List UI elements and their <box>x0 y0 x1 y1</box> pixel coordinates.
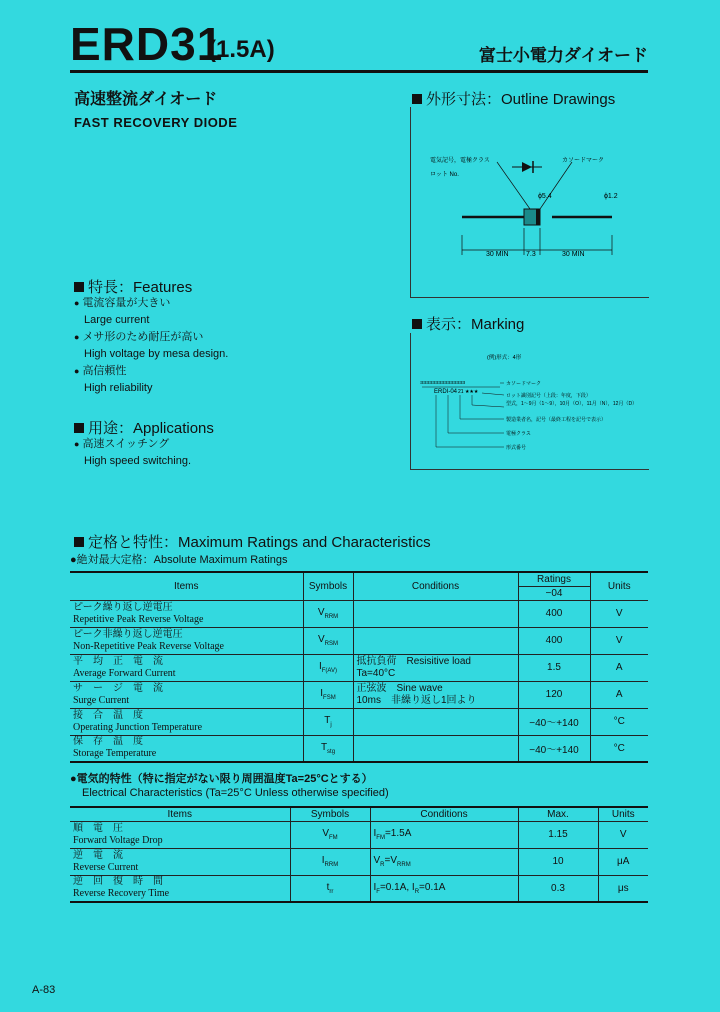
col-items: Items <box>70 572 303 600</box>
item-name: 平 均 正 電 流 Average Forward Current <box>70 654 303 681</box>
square-bullet-icon <box>74 282 84 292</box>
lead-note-2: ロット No. <box>430 172 459 178</box>
table-row <box>70 627 648 654</box>
marking-code-top: ƎƎƎƎƎƎƎƎƎƎƎƎƎƎƎ <box>420 380 466 385</box>
application-item-jp: ● 高速スイッチング <box>74 438 170 450</box>
item-name: 順 電 圧 Forward Voltage Drop <box>70 821 290 848</box>
square-bullet-icon <box>74 423 84 433</box>
item-value: 10 <box>518 848 598 875</box>
marking-note-3: 型式，1～9月（1～9），10月（O），11月（N），12月（D） <box>506 401 638 407</box>
title-rule <box>70 70 648 73</box>
feature-item-en: High reliability <box>84 382 153 394</box>
series-name: 富士小電力ダイオード <box>478 46 648 65</box>
col-ratings: Ratings <box>518 572 590 586</box>
item-value: 0.3 <box>518 875 598 902</box>
table-row <box>70 708 648 735</box>
item-value: 1.5 <box>518 654 590 681</box>
col-conditions: Conditions <box>353 572 518 600</box>
bullet-icon: ● <box>74 439 80 449</box>
item-condition: $V_R=V_{RRM}$ <box>370 848 518 875</box>
col-conditions: Conditions <box>370 807 518 821</box>
col-max: Max. <box>518 807 598 821</box>
part-number: ERD31 <box>70 18 224 70</box>
marking-code-main: ERDI-04 <box>434 389 458 395</box>
item-condition: $I_F=0.1A$, $I_R=0.1A$ <box>370 875 518 902</box>
marking-top-note: (例)形式：4形 <box>487 355 522 361</box>
bullet-icon: ● <box>74 366 80 376</box>
outline-heading: 外形寸法：Outline Drawings <box>412 88 615 109</box>
bullet-icon: ● <box>74 332 80 342</box>
page-number: A-83 <box>32 984 56 996</box>
item-name: 保 存 温 度 Storage Temperature <box>70 735 303 762</box>
features-list <box>74 295 228 397</box>
cathode-mark-label: カソードマーク <box>562 158 605 164</box>
marking-diagram <box>412 345 646 465</box>
item-symbol: $T_j$ <box>303 708 353 735</box>
current-rating: (1.5A) <box>208 36 275 63</box>
applications-heading: 用途：Applications <box>74 417 214 438</box>
electrical-heading-jp: ●電気的特性（特に指定がない限り周囲温度Ta=25°Cとする） <box>70 773 373 785</box>
table-row <box>70 848 648 875</box>
feature-item-jp: ● 電流容量が大きい <box>74 297 171 309</box>
col-items: Items <box>70 807 290 821</box>
item-unit: μA <box>598 848 648 875</box>
item-symbol: $I_{F(AV)}$ <box>303 654 353 681</box>
item-name: 接 合 温 度 Operating Junction Temperature <box>70 708 303 735</box>
item-value: 120 <box>518 681 590 708</box>
item-name: ピーク非繰り返し逆電圧 Non-Repetitive Peak Reverse Voltage <box>70 627 303 654</box>
product-title-jp: 高速整流ダイオード <box>74 91 218 108</box>
item-symbol: $V_{RSM}$ <box>303 627 353 654</box>
dim-mid: 7.3 <box>526 251 536 258</box>
item-value: −40～+140 <box>518 735 590 762</box>
table-row <box>70 681 648 708</box>
item-condition <box>353 627 518 654</box>
applications-list <box>74 436 191 470</box>
item-value: −40～+140 <box>518 708 590 735</box>
ratings-heading: 定格と特性：Maximum Ratings and Characteristics <box>74 531 431 552</box>
marking-note-2: ロット識別記号（上段：年度，下段） <box>506 393 591 399</box>
square-bullet-icon <box>412 319 422 329</box>
dim-left: 30 MIN <box>486 251 509 258</box>
col-ratings-sub: −04 <box>518 586 590 600</box>
item-unit: V <box>590 600 648 627</box>
abs-max-heading: ●絶対最大定格：Absolute Maximum Ratings <box>70 554 288 566</box>
table-row <box>70 600 648 627</box>
body-diameter: ϕ5.4 <box>538 193 552 200</box>
outline-drawing <box>412 110 646 290</box>
item-symbol: $t_{rr}$ <box>290 875 370 902</box>
feature-item-en: Large current <box>84 314 150 326</box>
item-unit: °C <box>590 708 648 735</box>
abs-max-table <box>70 571 648 763</box>
product-title-en: FAST RECOVERY DIODE <box>74 115 238 130</box>
item-unit: μs <box>598 875 648 902</box>
table-row <box>70 875 648 902</box>
table-row <box>70 735 648 762</box>
dim-right: 30 MIN <box>562 251 585 258</box>
item-name: サ ー ジ 電 流 Surge Current <box>70 681 303 708</box>
item-condition: 正弦波 Sine wave 10ms 非繰り返し1回より <box>353 681 518 708</box>
item-condition <box>353 708 518 735</box>
electrical-heading-en: Electrical Characteristics (Ta=25°C Unless otherwise specified) <box>82 787 389 799</box>
table-row <box>70 654 648 681</box>
marking-note-5: 電極クラス <box>506 431 531 437</box>
item-unit: A <box>590 681 648 708</box>
feature-item-jp: ● メサ形のため耐圧が高い <box>74 331 204 343</box>
item-value: 400 <box>518 600 590 627</box>
item-name: 逆 回 復 時 間 Reverse Recovery Time <box>70 875 290 902</box>
marking-heading: 表示：Marking <box>412 313 524 334</box>
item-symbol: $V_{FM}$ <box>290 821 370 848</box>
col-units: Units <box>598 807 648 821</box>
lead-diameter: ϕ1.2 <box>604 193 618 200</box>
item-condition: 抵抗負荷 Resisitive load Ta=40°C <box>353 654 518 681</box>
item-unit: V <box>598 821 648 848</box>
marking-note-6: 形式番号 <box>506 445 527 451</box>
col-symbols: Symbols <box>290 807 370 821</box>
cathode-band <box>536 209 540 225</box>
application-item-en: High speed switching. <box>84 455 192 467</box>
item-value: 1.15 <box>518 821 598 848</box>
feature-item-jp: ● 高信頼性 <box>74 365 127 377</box>
item-unit: V <box>590 627 648 654</box>
lead-note-1: 電気記号，電極クラス <box>430 158 490 164</box>
item-condition: $I_{FM}=1.5A$ <box>370 821 518 848</box>
item-value: 400 <box>518 627 590 654</box>
bullet-icon: ● <box>74 298 80 308</box>
item-symbol: $T_{stg}$ <box>303 735 353 762</box>
item-symbol: $I_{FSM}$ <box>303 681 353 708</box>
square-bullet-icon <box>412 94 422 104</box>
item-symbol: $V_{RRM}$ <box>303 600 353 627</box>
square-bullet-icon <box>74 537 84 547</box>
item-condition <box>353 735 518 762</box>
item-unit: A <box>590 654 648 681</box>
feature-item-en: High voltage by mesa design. <box>84 348 229 360</box>
col-units: Units <box>590 572 648 600</box>
marking-code-small: 21 ★★★ <box>458 389 479 395</box>
marking-note-1: カソードマーク <box>506 381 542 387</box>
col-symbols: Symbols <box>303 572 353 600</box>
item-symbol: $I_{RRM}$ <box>290 848 370 875</box>
item-name: 逆 電 流 Reverse Current <box>70 848 290 875</box>
item-unit: °C <box>590 735 648 762</box>
item-condition <box>353 600 518 627</box>
electrical-table <box>70 806 648 903</box>
features-heading: 特長：Features <box>74 276 192 297</box>
item-name: ピーク繰り返し逆電圧 Repetitive Peak Reverse Voltage <box>70 600 303 627</box>
marking-note-4: 製造業者名，記号（最終工程を記号で表示） <box>506 417 607 423</box>
table-row <box>70 821 648 848</box>
